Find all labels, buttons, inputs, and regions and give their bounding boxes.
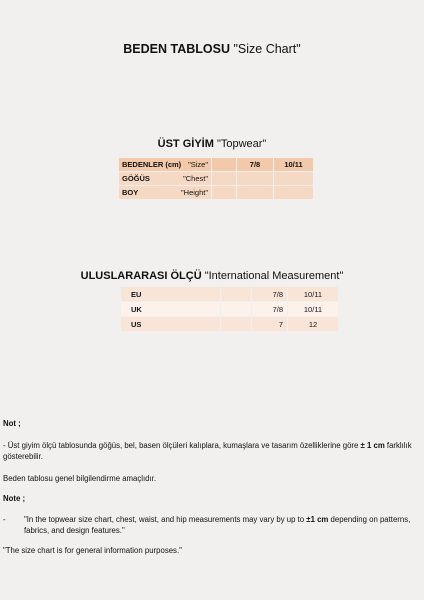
en-note-text: "In the topwear size chart, chest, waist, and hip measurements may vary by up to ±1 cm depending on patterns, fabrics, and design features."	[24, 515, 411, 535]
tr-note-text: - Üst giyim ölçü tablosunda göğüs, bel, basen ölçüleri kalıplara, kumaşlara ve tasarım özelliklerine göre ± 1 cm farklılık gösterebilir.	[3, 441, 412, 461]
table-row: UK 7/8 10/11	[121, 302, 339, 317]
topwear-title: ÜST GİYİM "Topwear"	[157, 138, 267, 150]
page-title: BEDEN TABLOSU "Size Chart"	[123, 42, 301, 56]
table-row: BEDENLER (cm) "Size" 7/8 10/11	[119, 158, 314, 172]
note-label: Note ;	[3, 494, 26, 503]
en-general-note: "The size chart is for general information purposes."	[3, 546, 182, 555]
table-row: BOY "Height"	[119, 186, 314, 200]
table-row: EU 7/8 10/11	[121, 287, 339, 302]
table-row: GÖĞÜS "Chest"	[119, 172, 314, 186]
international-size-table	[120, 286, 339, 332]
tr-general-note: Beden tablosu genel bilgilendirme amaçlıdır.	[3, 474, 156, 483]
not-label: Not ;	[3, 419, 21, 428]
topwear-size-table	[118, 157, 314, 200]
en-note-dash: -	[3, 515, 6, 524]
table-row: US 7 12	[121, 317, 339, 332]
international-title: ULUSLARARASI ÖLÇÜ "International Measurement"	[80, 270, 344, 282]
